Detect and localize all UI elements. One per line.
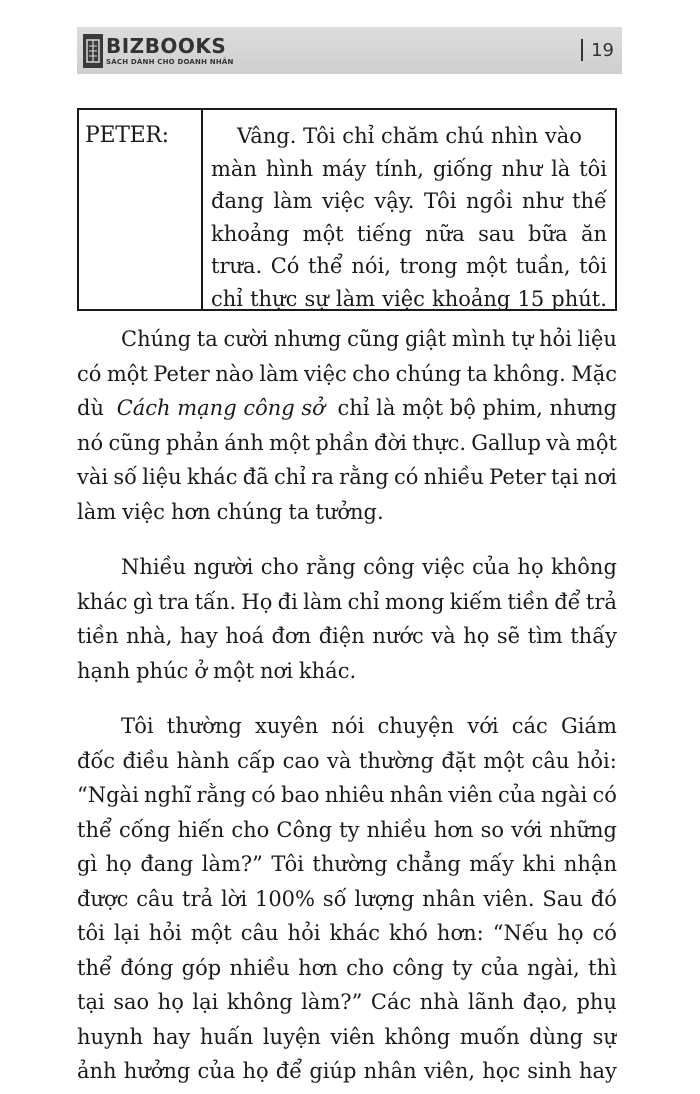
- word: đời: [374, 430, 407, 455]
- word: liệu: [142, 465, 182, 489]
- word: thể: [77, 817, 112, 842]
- word: lại: [113, 921, 140, 945]
- speaker-name: PETER:: [79, 110, 203, 309]
- word: khác.: [298, 658, 357, 683]
- word: cho: [231, 817, 270, 842]
- word: nhân: [389, 783, 443, 807]
- word: khoảng: [211, 221, 290, 246]
- word: cho: [352, 361, 391, 386]
- word: đơn: [271, 624, 312, 648]
- word: tôi: [579, 156, 607, 181]
- word: Chúng: [121, 327, 192, 351]
- word: huấn: [199, 1024, 254, 1049]
- text-line: [77, 744, 617, 779]
- word: lãnh: [467, 990, 515, 1014]
- word: bữa: [528, 221, 568, 246]
- word: làm?”: [201, 852, 263, 876]
- word: một: [483, 748, 525, 773]
- word: trả: [585, 589, 617, 614]
- text-line: [77, 322, 617, 357]
- word: hơn: [170, 499, 211, 524]
- word: để: [275, 1059, 303, 1083]
- word: làm: [303, 589, 343, 614]
- word: không: [226, 990, 293, 1014]
- word: rằng: [196, 783, 247, 807]
- word: số: [322, 886, 347, 911]
- word: câu: [240, 921, 279, 945]
- word: Tôi: [271, 852, 304, 876]
- word: lại: [192, 990, 219, 1014]
- word: ảnh: [77, 1059, 117, 1083]
- word: hỏi:: [576, 748, 617, 773]
- brand-tagline: SÁCH DÀNH CHO DOANH NHÂN: [106, 58, 234, 66]
- word: máy: [321, 156, 367, 181]
- word: ta: [466, 361, 488, 386]
- word: “Ngài: [77, 783, 139, 807]
- word: chúng: [216, 499, 283, 524]
- word: một: [213, 658, 255, 683]
- word: nói: [331, 714, 365, 738]
- word: có: [592, 783, 617, 807]
- word: thường: [166, 714, 242, 738]
- word: làm: [273, 189, 313, 214]
- word: cống: [118, 817, 171, 842]
- word: lượng: [354, 886, 415, 911]
- word: phút.: [551, 286, 607, 311]
- word: sự: [592, 1024, 617, 1049]
- word: nhà,: [126, 624, 173, 648]
- word: Giám: [560, 714, 617, 738]
- word: hưởng: [123, 1059, 191, 1083]
- word: khác: [186, 465, 238, 489]
- text-line: [77, 460, 617, 495]
- text-line: [77, 1054, 617, 1089]
- word: thể: [307, 254, 343, 279]
- word: tưởng.: [315, 499, 384, 524]
- word: Peter: [489, 465, 546, 489]
- word: ty: [339, 817, 360, 842]
- word: những: [549, 817, 617, 842]
- word: có: [251, 783, 276, 807]
- word: phản: [165, 430, 219, 455]
- word: xuyên: [255, 714, 319, 738]
- text-line: [77, 985, 617, 1020]
- word: cũng: [347, 327, 400, 351]
- word: thể: [77, 955, 112, 980]
- word: so: [480, 817, 505, 842]
- word: đóng: [120, 955, 174, 980]
- word: viên: [448, 783, 493, 807]
- word: nhiều: [366, 817, 427, 842]
- word: với: [467, 714, 499, 738]
- word: tôi: [579, 254, 607, 279]
- word: họ: [242, 1059, 269, 1083]
- word: việc: [421, 555, 465, 579]
- word: tiền: [77, 624, 119, 648]
- word: khác: [329, 921, 380, 945]
- speech-line: [211, 283, 607, 316]
- word: rằng: [339, 465, 389, 489]
- text-line: [77, 951, 617, 986]
- word: Tôi: [121, 714, 154, 738]
- word: điện: [318, 624, 365, 648]
- word: đã: [242, 465, 269, 489]
- word: người: [193, 555, 254, 579]
- dialogue-box: [77, 108, 617, 311]
- word: có: [592, 921, 617, 945]
- word: phúc: [136, 658, 189, 683]
- word: và: [431, 624, 456, 648]
- word: hỏi: [287, 921, 321, 945]
- running-header: [77, 27, 622, 74]
- word: hỏi: [538, 327, 572, 351]
- text-line: [77, 357, 617, 392]
- text-segment: dù: [77, 396, 111, 420]
- word: hành: [176, 748, 230, 773]
- text-line: [77, 709, 617, 744]
- word: 100%: [254, 886, 315, 911]
- text-line: [77, 847, 617, 882]
- word: làm: [259, 361, 299, 386]
- page-number-area: [581, 37, 614, 63]
- paragraph-1: [77, 322, 617, 529]
- word: câu: [531, 748, 570, 773]
- word: nữa: [425, 221, 465, 246]
- word: cho: [260, 555, 299, 579]
- word: đó: [590, 886, 617, 911]
- word: nghĩ: [144, 783, 192, 807]
- word: tại: [77, 990, 105, 1014]
- word: hoá: [225, 624, 265, 648]
- text-line: [77, 778, 617, 813]
- word: việc: [303, 361, 347, 386]
- word: khó: [389, 921, 428, 945]
- word: “Nếu: [492, 921, 549, 945]
- word: không: [384, 1024, 451, 1049]
- word: một: [190, 921, 232, 945]
- word: hay: [578, 1059, 617, 1083]
- word: nơi: [260, 658, 293, 683]
- word: điều: [122, 748, 170, 773]
- word: Sau: [542, 886, 583, 911]
- word: tính,: [375, 156, 424, 181]
- word: của: [480, 955, 519, 980]
- word: sau: [478, 221, 515, 246]
- word: sẽ: [496, 624, 521, 648]
- word: sự: [304, 286, 329, 311]
- word: hạnh: [77, 658, 131, 683]
- word: Peter: [153, 361, 210, 386]
- book-emblem-icon: [83, 34, 103, 68]
- word: để: [554, 589, 581, 614]
- word: khoảng: [431, 286, 511, 311]
- word: nói,: [351, 254, 391, 279]
- word: nhận: [563, 852, 617, 876]
- word: sao: [113, 990, 150, 1014]
- word: Gallup: [471, 430, 541, 455]
- word: hỏi: [148, 921, 182, 945]
- word: Nhiều: [121, 555, 187, 579]
- page-number: 19: [591, 39, 614, 61]
- bizbooks-logo: [83, 33, 234, 69]
- word: chuyện: [377, 714, 455, 738]
- word: họ: [557, 921, 584, 945]
- word: mình: [451, 327, 506, 351]
- word: tìm: [527, 624, 563, 648]
- speech-line: [211, 153, 607, 186]
- word: họ: [157, 990, 184, 1014]
- word: thấy: [570, 624, 617, 648]
- text-line: [77, 391, 617, 426]
- film-title: Cách mạng công sở: [116, 396, 325, 420]
- text-line: [77, 813, 617, 848]
- word: như: [522, 189, 563, 214]
- text-line: [77, 619, 617, 654]
- word: thường: [358, 748, 434, 773]
- word: trả: [182, 886, 214, 911]
- text-line: [77, 585, 617, 620]
- word: đi: [277, 589, 298, 614]
- word: thực: [250, 286, 298, 311]
- word: Công: [276, 817, 333, 842]
- text-line: [77, 1020, 617, 1055]
- word: của: [197, 1059, 236, 1083]
- word: tiếng: [356, 221, 412, 246]
- word: tuần,: [515, 254, 571, 279]
- word: gì: [77, 852, 98, 876]
- word: hiến: [177, 817, 225, 842]
- word: hay: [179, 624, 218, 648]
- word: ngồi: [466, 189, 513, 214]
- word: gì: [132, 589, 153, 614]
- word: huynh: [77, 1024, 143, 1049]
- word: muốn: [459, 1024, 520, 1049]
- word: tôi: [77, 921, 105, 945]
- word: thì: [588, 955, 617, 980]
- word: ngài: [541, 783, 588, 807]
- word: liệu: [577, 327, 617, 351]
- word: rằng: [306, 555, 356, 579]
- word: tại: [550, 465, 579, 489]
- word: Mặc: [571, 361, 617, 386]
- word: trưa.: [211, 254, 263, 279]
- word: có: [77, 361, 102, 386]
- word: số: [113, 465, 138, 489]
- word: hay: [152, 1024, 191, 1049]
- word: là: [551, 156, 571, 181]
- page-divider: [581, 39, 583, 61]
- word: họ: [463, 624, 490, 648]
- word: nhân: [363, 1059, 417, 1083]
- word: vậy.: [374, 189, 415, 214]
- word: công: [363, 555, 415, 579]
- word: ăn: [580, 221, 607, 246]
- word: tiền: [507, 589, 549, 614]
- word: các: [511, 714, 548, 738]
- word: một: [302, 221, 344, 246]
- word: cấp: [237, 748, 276, 773]
- word: lời: [220, 886, 248, 911]
- word: giúp: [309, 1059, 357, 1083]
- word: nhiều: [423, 465, 484, 489]
- word: một: [466, 254, 508, 279]
- word: của: [472, 555, 510, 579]
- word: làm?”: [301, 990, 363, 1014]
- word: không: [551, 555, 617, 579]
- text-line: [77, 426, 617, 461]
- word: ta: [288, 499, 310, 524]
- word: họ: [517, 555, 544, 579]
- text-segment: chỉ là một bộ phim, nhưng: [330, 396, 617, 420]
- text-line: [77, 495, 617, 530]
- word: nhiều: [229, 955, 290, 980]
- word: góp: [181, 955, 222, 980]
- word: ở: [194, 658, 208, 683]
- word: chúng: [395, 361, 462, 386]
- word: ngài,: [526, 955, 580, 980]
- word: vài: [77, 465, 109, 489]
- word: không.: [493, 361, 566, 386]
- word: kiếm: [449, 589, 503, 614]
- text-line: [77, 550, 617, 585]
- word: nước: [372, 624, 424, 648]
- word: nhưng: [273, 327, 342, 351]
- word: một: [269, 430, 311, 455]
- word: màn: [211, 156, 257, 181]
- word: ta: [196, 327, 218, 351]
- text-line: [77, 916, 617, 951]
- word: nào: [215, 361, 254, 386]
- text-line: [77, 882, 617, 917]
- word: cười: [223, 327, 269, 351]
- word: việc: [122, 499, 165, 524]
- word: một: [575, 430, 617, 455]
- word: trong: [399, 254, 458, 279]
- speech-line: [211, 250, 607, 283]
- word: đặt: [441, 748, 476, 773]
- word: phần: [315, 430, 369, 455]
- word: nó: [77, 430, 104, 455]
- word: việc: [322, 189, 365, 214]
- word: làm: [77, 499, 117, 524]
- word: nơi: [583, 465, 617, 489]
- word: ra: [311, 465, 334, 489]
- word: họ: [105, 852, 132, 876]
- word: Các: [370, 990, 412, 1014]
- word: hình: [265, 156, 314, 181]
- word: nhân: [422, 886, 476, 911]
- word: với: [511, 817, 543, 842]
- word: Họ: [241, 589, 273, 614]
- word: sinh: [527, 1059, 572, 1083]
- word: của: [497, 783, 536, 807]
- word: đạo,: [522, 990, 568, 1014]
- word: tấn.: [194, 589, 237, 614]
- word: khi: [522, 852, 556, 876]
- word: được: [77, 886, 129, 911]
- word: việc: [382, 286, 425, 311]
- word: đang: [140, 852, 194, 876]
- word: thường: [312, 852, 388, 876]
- paragraph-3: [77, 709, 617, 1089]
- word: nhà: [419, 990, 460, 1014]
- word: chỉ: [347, 589, 380, 614]
- word: phụ: [576, 990, 617, 1014]
- word: như: [501, 156, 543, 181]
- word: cũng: [108, 430, 161, 455]
- word: luyện: [262, 1024, 321, 1049]
- word: và: [326, 748, 352, 773]
- word: hơn:: [436, 921, 484, 945]
- word: học: [482, 1059, 521, 1083]
- speech-text: [203, 110, 615, 309]
- word: và: [546, 430, 571, 455]
- speech-line: [211, 185, 607, 218]
- word: thực.: [412, 430, 467, 455]
- word: 15: [517, 286, 545, 311]
- word: dùng: [529, 1024, 584, 1049]
- word: công: [392, 955, 444, 980]
- word: viên: [330, 1024, 375, 1049]
- word: nhiêu: [324, 783, 385, 807]
- speech-line: [211, 218, 607, 251]
- word: cho: [346, 955, 385, 980]
- word: Có: [270, 254, 300, 279]
- word: tự: [511, 327, 534, 351]
- word: ty: [452, 955, 473, 980]
- word: đang: [211, 189, 264, 214]
- word: khác: [77, 589, 128, 614]
- word: hơn: [433, 817, 474, 842]
- word: có: [393, 465, 419, 489]
- paragraph-2: [77, 550, 617, 688]
- word: câu: [136, 886, 175, 911]
- word: thế: [572, 189, 607, 214]
- speech-line: Vâng. Tôi chỉ chăm chú nhìn vào: [237, 124, 582, 148]
- word: viên.: [483, 886, 535, 911]
- word: mấy: [469, 852, 514, 876]
- text-line: [77, 654, 617, 689]
- word: mong: [384, 589, 445, 614]
- body-text: [77, 322, 617, 1094]
- word: viên,: [423, 1059, 476, 1083]
- word: Tôi: [423, 189, 457, 214]
- word: đốc: [77, 748, 116, 773]
- word: tra: [158, 589, 190, 614]
- word: chỉ: [211, 286, 244, 311]
- word: chẳng: [396, 852, 461, 876]
- word: chỉ: [274, 465, 307, 489]
- word: cao: [282, 748, 320, 773]
- word: một: [106, 361, 148, 386]
- word: ánh: [224, 430, 264, 455]
- word: làm: [335, 286, 376, 311]
- word: giống: [432, 156, 493, 181]
- word: bao: [280, 783, 320, 807]
- word: hơn: [298, 955, 338, 980]
- word: giật: [405, 327, 447, 351]
- brand-name: BIZBOOKS: [106, 34, 227, 58]
